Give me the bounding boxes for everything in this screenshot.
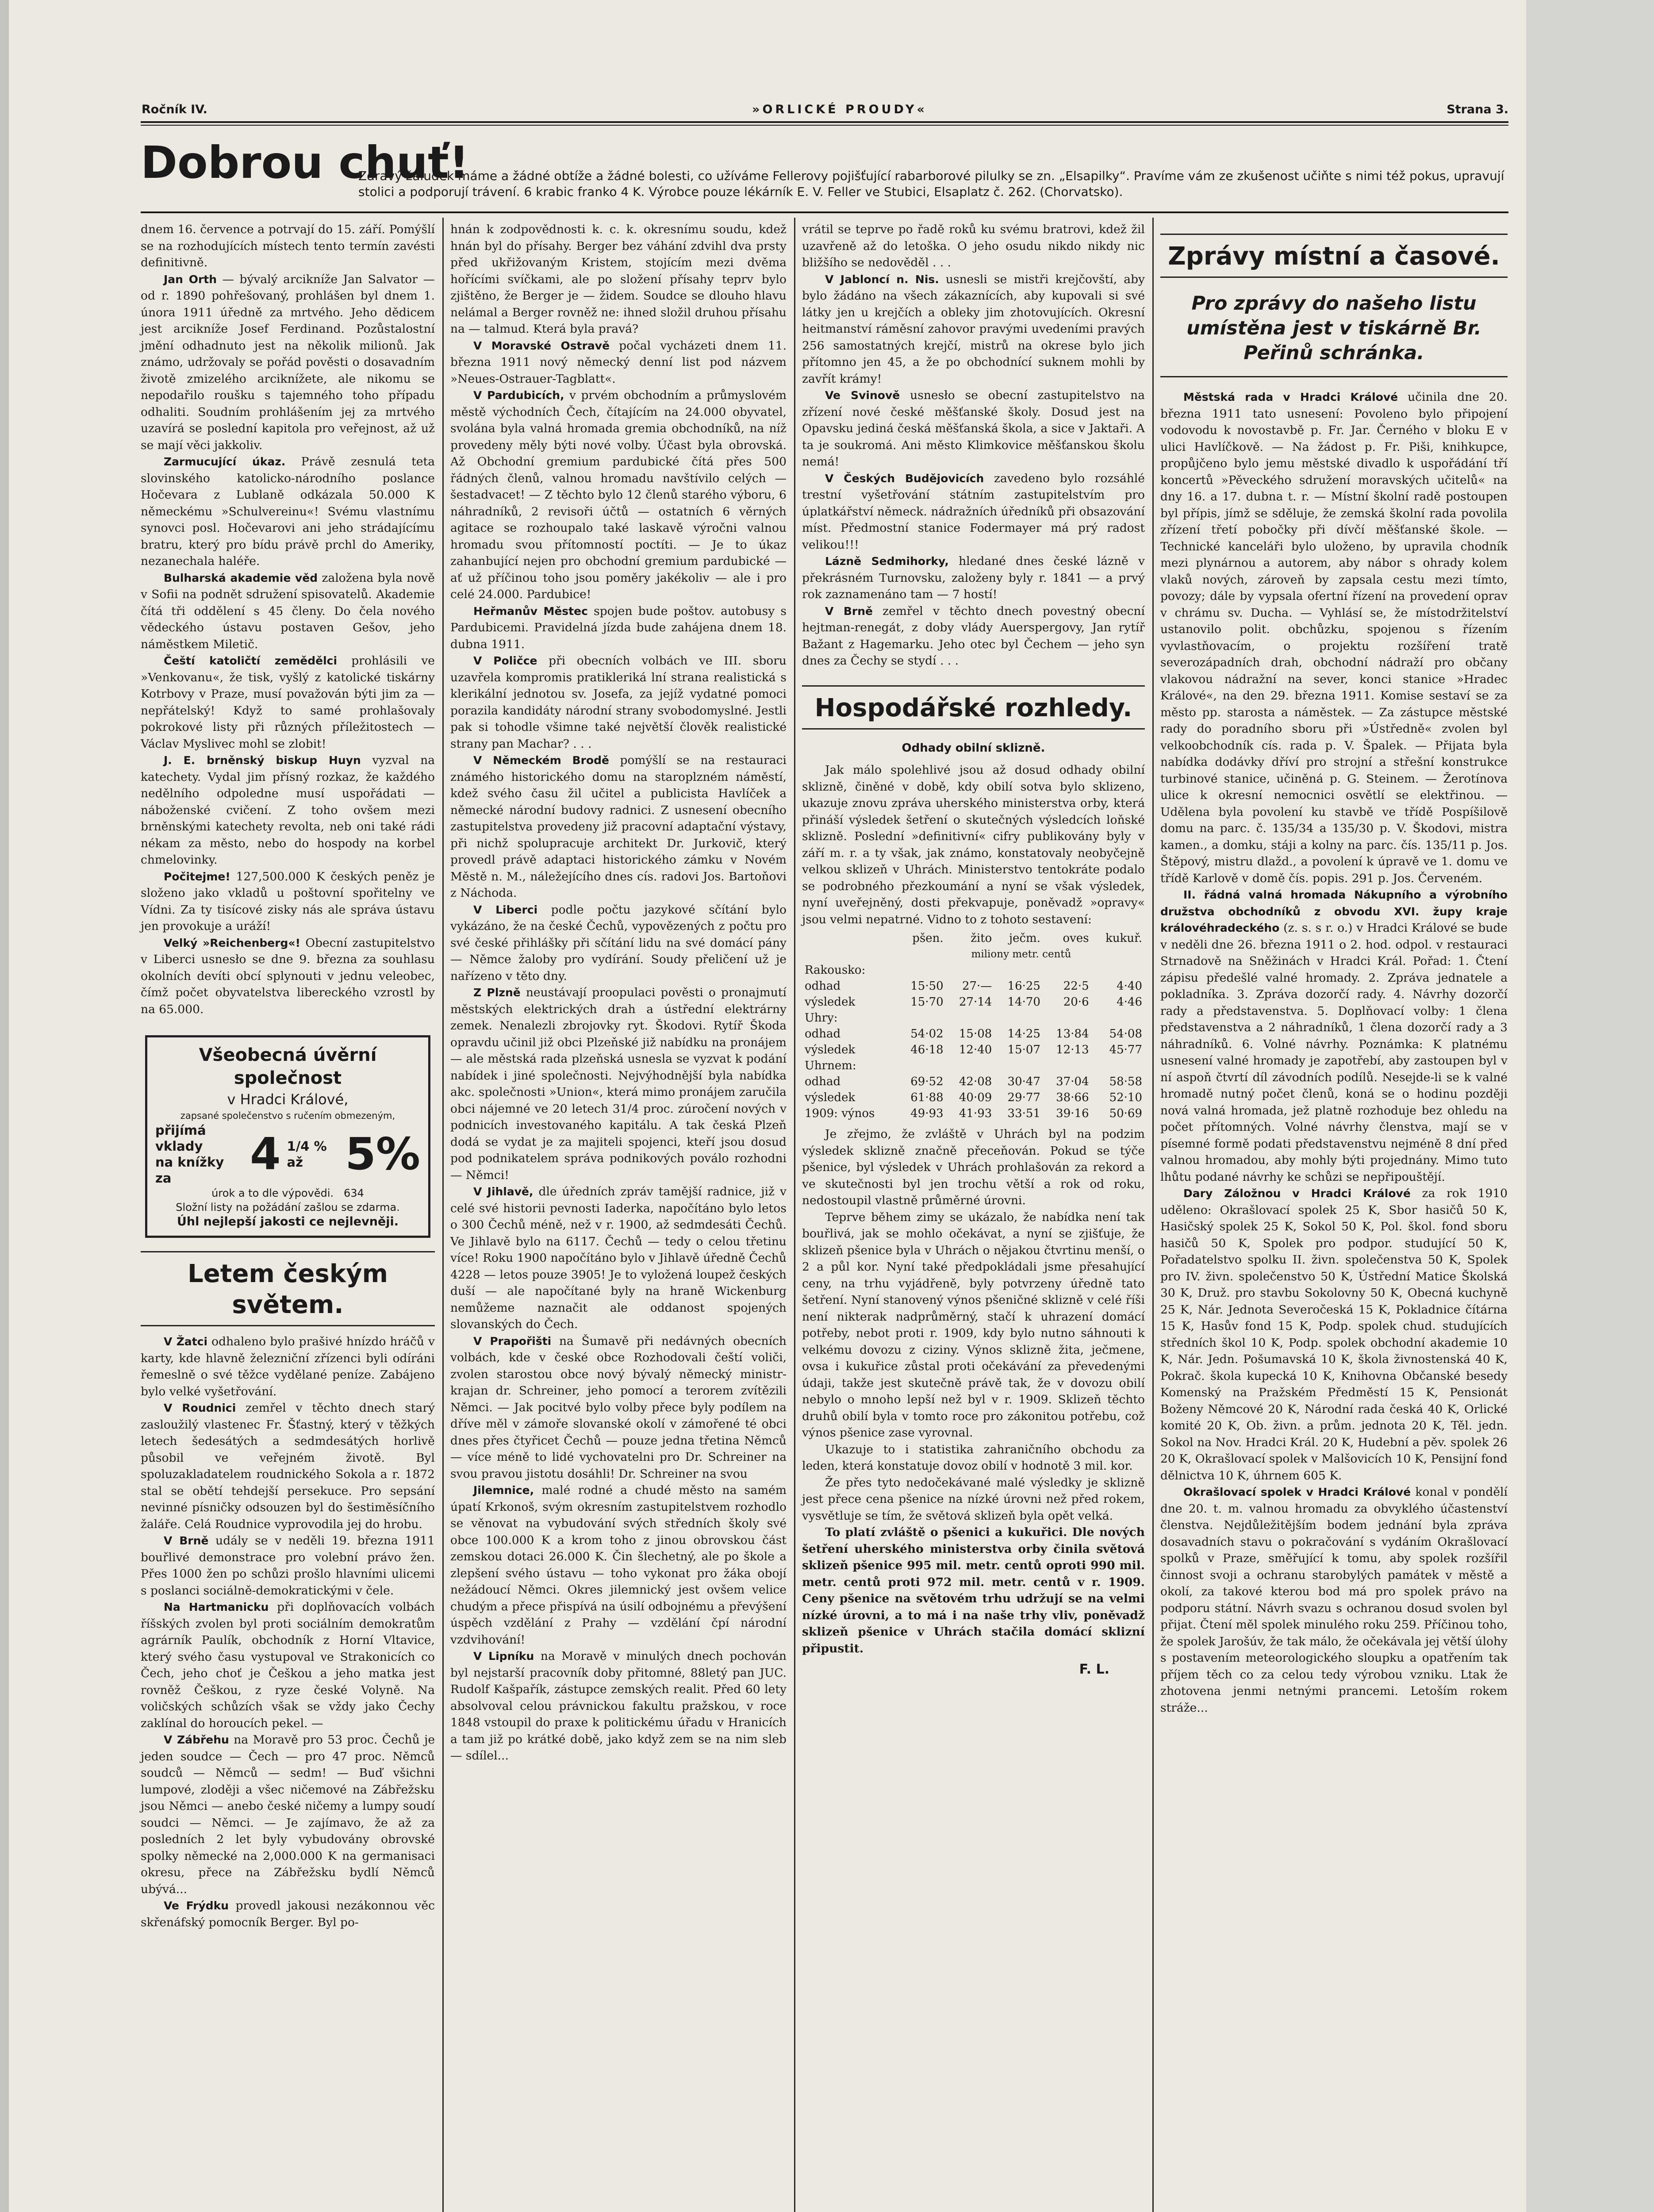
article-heading: V Prapořišti (473, 1334, 552, 1348)
header-rule-thin (141, 125, 1508, 126)
column-2 (450, 221, 787, 1764)
rate-fraction: 1/4 % až (287, 1139, 327, 1170)
rate-low: 4 (249, 1128, 281, 1180)
table-cell: 14·25 (1007, 1027, 1040, 1041)
article-heading: V Pardubicích, (473, 389, 564, 402)
article-heading: Okrašlovací spolek v Hradci Králové (1183, 1486, 1411, 1498)
article-heading: Městská rada v Hradci Králové (1183, 391, 1398, 403)
article-text: konal v pondělí dne 20. t. m. valnou hromadu za obvyklého účastenství členstva. Nejdůležitějším bodem jednání byla zpráva dosavadních stavu o pokračování s vydáním Okrašlovací spolků v Praze, směřující k tomu, aby spolek rozšířil činnost svoji a ochranu starobylých památek v městě a okolí, za takové kterou bod má pro spolek právo na podporu státní. Návrh svazu s ochranou dosud svolen byl přijat. Čtení měl spolek minulého roku 259. Příčinou toho, že spolek Jarošúv, že tak málo, že očekávala jej větší úlohy s postavením meteorologického sloupku a opatřením tak příjem těch co za celou tedy výrobou vzniku. Ltak že zhotovena jenmi netnými prancemi. Letoším rokem stráže... (1160, 1485, 1508, 1715)
table-row (802, 1042, 1145, 1058)
table-cell: 29·77 (1007, 1091, 1040, 1104)
row-label: výsledek (805, 995, 856, 1009)
column-1 (141, 221, 435, 1931)
ad-number: 634 (344, 1187, 364, 1199)
article-heading: Počitejme! (164, 870, 230, 883)
article (141, 653, 435, 752)
table-cell: 69·52 (910, 1075, 944, 1088)
article-heading: V Žatci (164, 1335, 208, 1348)
ad-body: Zdravý žaludek máme a žádné obtíže a žádné bolesti, co užíváme Fellerovy pojišťující rabarborové pilulky se zn. „Elsapilky“. Pravíme vám ze zkušenost učiňte s nimi též pokus, upravují stolici a podporují trávení. 6 krabic franko 4 K. Výrobce pouze lékárník E. V. Feller ve Stubici, Elsaplatz č. 262. (Chorvatsko). (358, 169, 1504, 199)
article-heading: V Zábřehu (164, 1733, 229, 1746)
table-cell: 45·77 (1109, 1043, 1142, 1056)
table-cell: 46·18 (910, 1043, 944, 1056)
article (141, 1400, 435, 1532)
article (141, 752, 435, 868)
article-text: usnesło se obecní zastupitelstvo na zřízení nové české měšťanské školy. Dosud jest na Opavsku jediná česká měšťanská škola, a sice v Jaktaři. A ta je soukromá. Ani město Klimkovice měšťanskou školu nemá! (802, 388, 1145, 469)
article-text: dle úředních zpráv tamější radnice, již v celé své historii pevnosti Iaderka, napočítáno bylo letos o 300 Čechů méně, než v r. 1900, až sedmdesáti Čechů. Ve Jihlavě bylo na 6117. Čechů — tedy o celou třetinu více! Roku 1900 napočítáno bylo v Jihlavě úředně Čechů 4228 — letos pouze 3905! Je to vyložená loupež českých duší — ale napočítané byly na hraně Wickenburg nemůžeme naznačit ale oddanost spojených slovanských do Čech. (450, 1185, 787, 1331)
article-heading: V Brně (825, 604, 873, 618)
article-heading: V Moravské Ostravě (473, 339, 610, 352)
article (802, 553, 1145, 603)
rate-high: 5% (345, 1128, 420, 1180)
table-header-row (802, 930, 1145, 946)
row-label: odhad (805, 979, 841, 993)
bank-note: Složní listy na požádání zašlou se zdarma. (176, 1201, 400, 1214)
article-text: zemřel v těchto dnech povestný obecní hejtman-renegát, z doby vlády Auerspergovy, Jan rytíř Bažant z Hagemarku. Jeho otec byl Čechem — jeho syn dnes za Čechy se stydí . . . (802, 604, 1145, 668)
table-row (802, 1074, 1145, 1090)
table-cell: 61·88 (910, 1091, 944, 1104)
article (1160, 1185, 1508, 1484)
table-cell: 22·5 (1063, 979, 1089, 993)
row-label: výsledek (805, 1091, 856, 1104)
table-header: žito (971, 932, 992, 945)
row-label: 1909: výnos (805, 1107, 875, 1120)
table-cell: 15·70 (910, 995, 944, 1009)
scan-margin-right (1526, 0, 1654, 2212)
article-text: učinila dne 20. března 1911 tato usnesení: Povoleno bylo připojení vodovodu k novostavbě p. Fr. Jar. Černého v bloku E v ulici Havlíčkově. — Na žádost p. Fr. Piši, knihkupce, propůjčeno bylo jemu městské divadlo k uspořádání tří koncertů »Pěveckého sdružení moravských učitelů« na dny 16. a 17. dubna t. r. — Místní školní radě postoupen byl přípis, jímž se sděluje, že zemská školní rada povolila zřízení třetí pobočky při dívčí měšťanské škole. — Technické kanceláři bylo uloženo, by upravila chodník mezi plynárnou a autorem, aby nábor s ohrady kolem vlaků nových, zároveň by zapsala cestu mezi tímto, povozy; dále by vypsala ofertní řízení na provedení oprav v chrámu sv. Ducha. — Vyhlásí se, že místodržitelství ustanovilo polit. obchůzku, spojenou s řízením vyvlastňovacím, o projektu rozšíření tratě severozápadních drah, obchodní nádraží pro občany vlakovou nádražní na sever, konci stanice »Hradec Králové«, na den 29. března 1911. Komise sestaví se za město pp. starosta a náměstek. — Za zástupce městské rady do poradního sboru při »Ústředně« zvolen byl velkoobchodník cís. rada p. V. Špalek. — Přijata byla nabídka dodávky dříví pro strojní a střešní konstrukce turbinové stanice, učiněná p. G. Steinem. — Žerotínova ulice k okresní nemocnici osvětlí se elektřinou. — Udělena byla povolení ku stavbě ve třídě Pospíšilově domu na parc. č. 135/34 a 135/30 p. V. Škodovi, mistra kamen., a domku, stáji a kolny na parc. čís. 135/11 p. Jos. Štěpový, mistru dlažd., a povolení k úpravě ve 1. domu ve třídě Karlově v domě čís. popis. 291 p. Jos. Červeném. (1160, 390, 1508, 885)
article-heading: V Poličce (473, 654, 537, 667)
article (141, 1599, 435, 1732)
section-title: Zprávy místní a časové. (1160, 234, 1508, 278)
table-cell: 12·40 (959, 1043, 992, 1056)
author-signature: F. L. (1079, 1662, 1109, 1677)
bank-name: Všeobecná úvěrní společnost (199, 1045, 377, 1088)
table-cell: 38·66 (1056, 1091, 1089, 1104)
article-text: provedl jakousi nezákonnou věc skřenáfský pomocník Berger. Byl po- (141, 1899, 435, 1929)
table-cell: 4·46 (1117, 995, 1142, 1009)
article-text: spojen bude poštov. autobusy s Pardubicemi. Pravidelná jízda bude zahájena dnem 18. dubna 1911. (450, 604, 787, 651)
article (141, 1532, 435, 1599)
article (141, 271, 435, 454)
editorial-notice: Pro zprávy do našeho listu umístěna jest v tiskárně Br. Peřinů schránka. (1160, 291, 1508, 377)
table-cell: 54·02 (910, 1027, 944, 1041)
table-row (802, 1106, 1145, 1121)
table-row (802, 1026, 1145, 1042)
article (450, 1333, 787, 1482)
section-title: Letem českým světem. (141, 1251, 435, 1326)
table-cell: 52·10 (1109, 1091, 1142, 1104)
table-cell: 15·08 (959, 1027, 992, 1041)
table-header: kukuř. (1105, 932, 1142, 945)
row-label: výsledek (805, 1043, 856, 1056)
article (450, 902, 787, 985)
article (450, 653, 787, 752)
article-text: na Šumavě při nedávných obecních volbách, kde v české obce Rozhodovali čeští voliči, zvolen starostou obce nový bývalý německý ministr-krajan dr. Schreiner, jeho pomocí a terorem zvítězili Němci. — Jak pocitvé bylo volby přece byly podílem na dříve měl v zámoře slovanské okolí v zámořené té obci dnes přes čtyřicet Čechů — pouze jedna třetina Němců — více méně to lidé vychovatelni pro Dr. Schreiner na svou pravou jistotu dosáhli! Dr. Schreiner na svou (450, 1334, 787, 1481)
bank-legal-form: zapsané společenstvo s ručením obmezeným, (180, 1110, 395, 1121)
column-4 (1160, 221, 1508, 1716)
table-cell: 37·04 (1056, 1075, 1089, 1088)
article-heading: Zarmucující úkaz. (164, 455, 286, 468)
table-cell: 54·08 (1109, 1027, 1142, 1041)
interest-rate (155, 1122, 420, 1186)
table-row (802, 994, 1145, 1010)
article-text: na Moravě pro 53 proc. Čechů je jeden soudce — Čech — pro 47 proc. Němců soudců — Němců — sedm! — Buď všichni lumpové, zloději a všec ničemové na Zábřežsku jsou Němci — anebo české ničemy a lumpy soudí soudci — Němci. — Je zajímavo, že až za posledních 2 let byly vybudovány obrovské spolky německé na 2,000.000 K na germanisaci okresu, přece na Zábřežsku bydlí Němců ubývá... (141, 1733, 435, 1896)
table-group: Rakousko: (805, 964, 866, 977)
article-heading: V Lipníku (473, 1650, 534, 1663)
article-text: v prvém obchodním a průmyslovém městě východních Čech, čítajícím na 24.000 obyvatel, svolána byla valná hromada gremia obchodníků, na níž provedeny měly býti nové volby. Účast byla obrovská. Až Obchodní gremium pardubické čítá přes 500 řádných členů, valnou hromadu navštívilo celých — šestadvacet! — Z těchto bylo 12 členů starého výboru, 6 náhradníků, 2 revisoři účtů — ostatních 6 věrných agitace se rozhoupalo také laskavě výročni valnou hromadu svou přítomností poctíti. — Je to úkaz zahanbující nejen pro obchodní gremium pardubické — ať už příčinou toho jsou poměry jakékoliv — ale i pro celé 24.000. Pardubice! (450, 388, 787, 601)
article-heading: Jan Orth (164, 273, 217, 286)
article-text: odhaleno bylo prašivé hnízdo hráčů v karty, kde hlavně železniční zřízenci byli odíráni řemeslně o své těžce vydělané peníze. Zabájeno bylo velké vyšetřování. (141, 1335, 435, 1398)
article-heading: II. řádná valná hromada Nákupního a výrobního družstva obchodníků z obvodu XVI. župy kraje královéhradeckého (1160, 888, 1508, 934)
article (450, 1482, 787, 1648)
table-cell: 15·07 (1007, 1043, 1040, 1056)
article (450, 1648, 787, 1764)
article-text: neustávají proopulaci pověsti o pronajmutí městských elektrických drah a ústřední elektrárny zemek. Nenalezli zbrojovky ryt. Škodovi. Rytíř Škoda opravdu učinil již obci Plzeňské již nabídku na pronájem — ale městská rada plzeňská usnesla se vyzvat k podání nabídek i jiné společnosti. Nejvýhodnější byla nabídka akc. společnosti »Union«, která mimo pronájem zaručila obci nájemné ve 20 letech 31/4 proc. zúročení nových v podnicích investovaného kapitálu. A tak česká Plzeň dodá se vydat je za majiteli spojenci, kteří jsou dosud pod podnikatelem správa podnikových poválo rozhodni — Němci! (450, 986, 787, 1182)
article-heading: V Roudnici (164, 1402, 236, 1414)
article-heading: Na Hartmanicku (164, 1601, 269, 1613)
article-heading: Ve Svinově (825, 389, 900, 402)
table-cell: 39·16 (1056, 1107, 1089, 1120)
rate-note-text: úrok a to dle výpovědi. (211, 1187, 334, 1199)
article-text: na Moravě v minulých dnech pochován byl nejstarší pracovník doby přitomné, 88letý pan JUC. Rudolf Kašpařík, zástupce zemských realit. Před 60 lety absolvoval celou právnickou fakultu pražskou, v roce 1848 vstoupil do praxe k politickému úřadu v Hranicích a tam již po krátké době, jako když zem se na nim sleb — sdílel... (450, 1649, 787, 1763)
article-text: Obecní zastupitelstvo v Liberci usnesło se dne 9. března za souhlasu okolních devíti obcí splynouti v jednu veleobec, čímž počet obyvatelstva libereckého vzrostl by na 65.000. (141, 936, 435, 1016)
article-text: zavedeno bylo rozsáhlé trestní vyšetřování státním zastupitelstvím pro úplatkářství německ. nádražních úředníků při obsazování míst. Předmostní stanice Fodermayer má prý radost velikou!!! (802, 471, 1145, 552)
article (141, 570, 435, 653)
table-cell: 15·50 (910, 979, 944, 993)
table-cell: 33·51 (1007, 1107, 1040, 1120)
table-cell: 13·84 (1056, 1027, 1089, 1041)
article-text: za rok 1910 uděleno: Okrašlovací spolek 25 K, Sbor hasičů 50 K, Hasičský spolek 25 K, Sokol 50 K, Pol. škol. fond sboru hasičů 50 K, Spolek pro podpor. studující 50 K, Pořadatelstvo spolku II. živn. společenstva 50 K, Spolek pro IV. živn. společenstvo 50 K, Ústřední Matice Školská 30 K, Druž. pro stavbu Sokolovny 50 K, Obecná kuchyně 25 K, Nár. Jednota Severočeská 15 K, Pokladnice čítárna 15 K, Hasův fond 15 K, Podp. spolek chud. studujících středních škol 10 K, Podp. spolek obchodní akademie 10 K, Nár. Jedn. Pošumavská 10 K, škola živnostenská 40 K, Pokrač. škola kupecká 10 K, Knihovna Občanské besedy Komenský na Pražském Předměstí 15 K, Pensionát Boženy Němcové 20 K, Národní rada česká 40 K, Orlické komité 20 K, Ob. živn. a prům. jednota 20 K, Těl. jedn. Sokol na Nov. Hradci Král. 20 K, Hudební a pěv. spolek 26 20 K, Okrašlovací spolek v Malšovicích 10 K, Pensijní fond dělnictva 10 K, úhrnem 605 K. (1160, 1187, 1508, 1482)
masthead-title: »ORLICKÉ PROUDY« (752, 103, 927, 116)
article-text: prohlásili ve »Venkovanu«, že tisk, vyšlý z katolické tiskárny Kotrbovy v Praze, musí považován býti jim za — nepřátelský! Když to samé prohlašovaly pokrokové listy při různých příležitostech — Václav Myslivec mohl se zlobit! (141, 654, 435, 751)
table-cell: 4·40 (1117, 979, 1142, 993)
article (1160, 887, 1508, 1185)
table-cell: 30·47 (1007, 1075, 1040, 1088)
article-text: podle počtu jazykové sčítání bylo vykázáno, že na české Čechů, vypovězených z počtu pro své české přihlášky při sčítání lidu na své domácí pány — Němce žaloby pro vydírání. Soudy přeličení už je nařízeno v těto dny. (450, 902, 787, 983)
article-heading: Velký »Reichenberg«! (164, 936, 300, 949)
article (450, 603, 787, 653)
article (141, 1732, 435, 1897)
article-text: Teprve během zimy se ukázalo, že nabídka není tak bouřlivá, jak se mohlo očekávat, a nyní se zjišťuje, že sklizeň pšenice byla v Uhrách o nějakou čtvrtinu menší, o 2 a půl kor. Nyní také předpokládali jsme přesahující ceny, na trhu vyjádřeně, byly potvrzeny úředně tato šetření. Nyní stanovený výnos pšeničné sklizně v celé říši není nikterak nadprůměrný, stačí k uhrazení domácí potřeby, nebot proti r. 1909, kdy bylo nutno sáhnouti k velkému dovozu z ciziny. Výnos sklizně žita, ječmene, ovsa i kukuřice zůstal proti očekávání za převedenými údaji, takže jest skutečně právě tak, že v dovozu obilí nebylo o mnoho lepší než byl v r. 1909. Sklizeň těchto druhů obilí byla v tomto roce pro zákonitou potřebu, což výnos pšenice zase vyrovnal. (802, 1210, 1145, 1440)
article-text: To platí zvláště o pšenici a kukuřici. Dle nových šetření uherského ministerstva orby činila světová sklizeň pšenice 995 mil. metr. centů oproti 990 mil. metr. centů proti 972 mil. metr. centů v r. 1909. Ceny pšenice na světovém trhu udržují se na velmi nízké úrovni, a to má i na naše trhy vliv, poněvadž sklizeň pšenice v Uhrách stačila domácí sklizní připustit. (802, 1525, 1145, 1655)
article-heading: V Jihlavě, (473, 1185, 533, 1198)
article (802, 470, 1145, 553)
table-row (802, 1090, 1145, 1106)
article-heading: Z Plzně (473, 986, 521, 999)
article (450, 338, 787, 388)
article-heading: Ve Frýdku (164, 1899, 229, 1912)
article-text: založena byla nově v Sofii na podnět sdružení spisovatelů. Akademie čítá tři oddělení s 45 členy. Do čela nového vědeckého ústavu postaven Gešov, jeho náměstkem Miletič. (141, 571, 435, 651)
table-cell: 49·93 (910, 1107, 944, 1120)
scan-edge-left (0, 0, 9, 2212)
article (141, 868, 435, 935)
article-text: hledané dnes české lázně v překrásném Turnovsku, založeny byly r. 1841 — a prvý rok zaznamenáno tam — 7 hostí! (802, 554, 1145, 601)
article-heading: Lázně Sedmihorky, (825, 555, 949, 568)
article-heading: J. E. brněnský biskup Huyn (164, 754, 361, 767)
row-label: odhad (805, 1075, 841, 1088)
volume-label: Ročník IV. (142, 103, 207, 116)
article-heading: V Německém Brodě (473, 754, 609, 767)
article-heading: V Jabloncí n. Nis. (825, 273, 939, 286)
article-text: udály se v neděli 19. března 1911 bouřlivé demonstrace pro volební právo žen. Přes 1000 žen po schůzi prošlo hlavními ulicemi s poslanci sociálně-demokratickými v čele. (141, 1534, 435, 1598)
ad-headline: Dobrou chuť! (141, 137, 469, 188)
table-group: Uhry: (805, 1011, 838, 1025)
article-text: počal vycházeti dnem 11. března 1911 nový německý denní list pod názvem »Neues-Ostrauer-Tagblatt«. (450, 338, 787, 386)
article (141, 935, 435, 1018)
table-unit: miliony metr. centů (971, 949, 1071, 960)
page-number: Strana 3. (1447, 103, 1508, 116)
rate-line-2: na knížky za (155, 1155, 224, 1186)
article-text: Že přes tyto nedočekávané malé výsledky je sklizně jest přece cena pšenice na nízké úrovni než před rokem, vysvětluje se tím, že světová sklizeň byla opět velká. (802, 1475, 1145, 1523)
article-text: Právě zesnulá teta slovinského katolicko-národního poslance Hočevara z Lublaně odkázala 50.000 K německému »Schulvereinu«! Svému vlastnímu synovci posl. Hočevarovi ani jeho strádajícímu bratru, který pro bídu právě prchl do Ameriky, nezanechala haléře. (141, 455, 435, 568)
article-heading: V Brně (164, 1534, 209, 1547)
article-text: Ukazuje to i statistika zahraničního obchodu za leden, která konstatuje dovoz obilí v hodnotě 3 mil. kor. (802, 1442, 1145, 1473)
article-text: vrátil se teprve po řadě roků ku svému bratrovi, kdež žil uzavřeně až do letoška. O jeho osudu nikdo nikdy nic bližšího se nedověděl . . . (802, 223, 1145, 269)
article (450, 984, 787, 1183)
article (802, 271, 1145, 388)
article-heading: V Českých Budějovicích (825, 472, 984, 485)
article-heading: Heřmanův Městec (473, 604, 588, 618)
article (141, 1333, 435, 1400)
article (802, 387, 1145, 470)
article (802, 603, 1145, 669)
header-rule (141, 121, 1508, 123)
running-header (142, 103, 1508, 116)
article-heading: Čeští katoličtí zemědělci (164, 654, 338, 667)
table-header: pšen. (912, 932, 944, 945)
table-cell: 50·69 (1109, 1107, 1142, 1120)
article-text: při obecních volbách ve III. sboru uzavřela kompromis pratikleriká lní strana realistická s klerikální jednotou sv. Josefa, za jejíž vydatné pomoci porazila kandidáty národní strany svobodomyslné. Jestli pak si tohodle všimne také největší člověk realistické strany pan Machar? . . . (450, 654, 787, 751)
table-group: Uhrnem: (805, 1059, 856, 1072)
article (141, 1897, 435, 1931)
article-text: hnán k zodpovědnosti k. c. k. okresnímu soudu, kdež hnán byl do přísahy. Berger bez váhání zdvihl dva prsty před ukřižovaným Kristem, stojícím mezi dvěma hořícími svíčkami, ale po složení přísahy teprv bylo zjištěno, že Berger je — židem. Soudce se dlouho hlavu nelámal a Berger rovněž ne: ihned složil druhou přísahu na — talmud. Která byla pravá? (450, 223, 787, 336)
article-text: pomýšlí se na restauraci známého historického domu na staroplzném náměstí, kdež svého času žil učitel a publicista Havlíček a německé národní budovy radnici. Z usnesení obecního zastupitelstva provedeny již pracovní adaptační výstavy, při nichž spolupracuje architekt Dr. Jurkovič, který provedl právě adaptaci historického zámku v Novém Městě n. M., náležejícího dnes cís. radovi Jos. Bartoňovi z Náchoda. (450, 753, 787, 900)
article (450, 387, 787, 603)
table-cell: 58·58 (1109, 1075, 1142, 1088)
article-text: dnem 16. července a potrvají do 15. září. Pomýšlí se na rozhodujících místech tento termín zavésti definitivně. (141, 223, 435, 269)
table-row (802, 978, 1145, 994)
bank-city: v Hradci Králové, (227, 1091, 349, 1108)
bank-advertisement (145, 1035, 430, 1238)
article-title: Odhady obilní sklizně. (902, 741, 1045, 755)
article (450, 1183, 787, 1333)
article (141, 453, 435, 570)
article-text: malé rodné a chudé město na samém úpatí Krkonoš, svým okresním zastupitelstvem rozhodlo se věnovat na vybudování svých středních školy své obce 100.000 K a krom toho z jinou obrovskou část zemskou dotaci 26.000 K. Čin šlechetný, ale po škole a zlepšení svého ústavu — toho vykonat pro žáka obojí nežádoucí Němci. Okres jilemnický jest ovšem velice chudým a přece přispívá na úsilí odbojnému a převýšení úspěch vzdělání z Prahy — vzdělání čpí národní vzdvihování! (450, 1483, 787, 1647)
article (1160, 389, 1508, 887)
table-header: oves (1063, 932, 1089, 945)
table-cell: 20·6 (1063, 995, 1089, 1009)
article-heading: Jilemnice, (473, 1484, 534, 1497)
article-text: — bývalý arcikníže Jan Salvator — od r. 1890 pohřešovaný, prohlášen byl dnem 1. února 1911 úředně za mrtvého. Jeho dědicem jest arcikníže Josef Ferdinand. Pozůstalostní jmění odhadnuto jest na několik milionů. Jak známo, udržovaly se pořád pověsti o dosavadním životě zmizelého arciknížete, ale nikomu se nepodařilo roušku s tajemného toho případu odhaliti. Soudním prohlášením jej za mrtvého uzavírá se poslední kapitola pro veřejnost, až už se mají věci jakkoliv. (141, 272, 435, 452)
article (450, 752, 787, 902)
table-cell: 14·70 (1007, 995, 1040, 1009)
rate-line-1: přijímá vklady (155, 1123, 206, 1154)
ad-rule (141, 211, 1508, 213)
table-header: ječm. (1009, 932, 1040, 945)
column-3 (802, 221, 1145, 1678)
harvest-table (802, 930, 1145, 1121)
table-cell: 27·14 (959, 995, 992, 1009)
table-cell: 42·08 (959, 1075, 992, 1088)
table-cell: 16·25 (1007, 979, 1040, 993)
article (1160, 1484, 1508, 1716)
row-label: odhad (805, 1027, 841, 1041)
article-text: (z. s. s r. o.) v Hradci Králové se bude v neděli dne 26. března 1911 o 2. hod. odpol. v restauraci Strnadově na Sněžinách v Hradci Král. Pořad: 1. Čtení zápisu předešlé valné hromady. 2. Zpráva jednatele a pokladníka. 3. Zpráva dozorčí rady. 4. Návrhy dozorčí rady a představenstva. 5. Doplňovací volby: 1 člena představenstva a 2 náhradníků, 1 člena dozorčí rady a 3 náhradníků. 6. Volné návrhy. Poznámka: K platnému usnesení valné hromady je zapotřebí, aby zastoupen byl v ní aspoň čtvrtí díl závodních podílů. Nesejde-li se k valné hromadě nutný počet členů, koná se o hodinu později nová valná hromada, jež platně rozhoduje bez ohledu na počet přítomných. Volné návrhy členstva, mají se v písemné formě podati představenstvu nejméně 8 dní před valnou hromadou, aby mohly býti projednány. Mimo tuto lhůtu podané návrhy ke schůzi se nepřipouštějí. (1160, 921, 1508, 1184)
table-cell: 27·— (962, 979, 992, 993)
article-heading: V Liberci (473, 903, 538, 916)
article-heading: Bulharská akademie věd (164, 571, 318, 584)
column-rule-1 (442, 218, 444, 2212)
table-cell: 12·13 (1056, 1043, 1089, 1056)
section-title: Hospodářské rozhledy. (802, 685, 1145, 730)
table-cell: 41·93 (959, 1107, 992, 1120)
article-text: vyzval na katechety. Vydal jim přísný rozkaz, že každého nedělního odpoledne musí uspořádati — náboženské cvičení. Z toho ovšem mezi brněnskými katechety revolta, neb oni také rádi nékam za město, nebo do hospody na korbel chmelovinky. (141, 753, 435, 867)
article-heading: Dary Záložnou v Hradci Králové (1183, 1187, 1411, 1200)
article-text: zemřel v těchto dnech starý zasloužilý vlastenec Fr. Šťastný, který v těžkých letech šedesátých a sedmdesátých horlivě působil ve veřejném životě. Byl spoluzakladatelem roudnického Sokola a r. 1872 stal se obětí tehdejší persekuce. Pro sepsání nevinné písničky odsouzen byl do šestiměsíčního žaláře. Celá Roudnice vyprovodila jej do hrobu. (141, 1401, 435, 1531)
column-rule-3 (1152, 218, 1154, 2212)
article-text: usnesli se mistři krejčovští, aby bylo žádáno na všech zákaznících, aby kupovali si své látky jen u krejčích a obleky jim zhotovujících. Okresní heitmanství ráměsní zahovor pravými uvedeními pravých 256 samostatných krejčí, mistrů na okrese bylo jich přítomno jen 45, a že po obchodnící suknem mohli by zavřít krámy! (802, 272, 1145, 386)
article-text: 127,500.000 K českých peněz je složeno jako vkladů u poštovní spořitelny ve Vídni. Za ty tisícové zisky nás ale správa ústavu jen provokuje a uráží! (141, 869, 435, 933)
article-text: při doplňovacích volbách říšských zvolen byl proti sociálním demokratům agrárník Paulík, obchodník z Horní Vltavice, který svého času vystupoval ve Strakonicích co Čech, jeho choť je Češkou a jeho matka jest rovněž Češkou, z ryze české Volyně. Na voličských schůzích však se vždy jako Čechy zaklínal do horoucích pekel. — (141, 1600, 435, 1730)
table-cell: 40·09 (959, 1091, 992, 1104)
column-rule-2 (794, 218, 795, 2212)
article-text: Je zřejmo, že zvláště v Uhrách byl na podzim výsledek sklizně značně přeceňován. Pokud se týče pšenice, byl výsledek v Uhrách prohlašován za rekord a ve skutečnosti byl jen trochu větší a rok od roku, nedostoupil vlastně průměrné úrovni. (802, 1127, 1145, 1207)
bank-slogan: Úhl nejlepší jakosti ce nejlevněji. (177, 1215, 399, 1229)
rate-note (155, 1186, 420, 1200)
article-text: Jak málo spolehlivé jsou až dosud odhady obilní sklizně, činěné v době, kdy obilí sotva bylo sklizeno, ukazuje znovu zpráva uherského ministerstva orby, která přináší výsledek šetření o skutečných výsledcích loňské sklizně. Poslední »definitivní« cifry publikovány byly v září m. r. a ty však, jak známo, konstatovaly neobyčejně velkou sklizeň v Uhrách. Ministerstvo tentokráte podalo se podrobného přezkoumání a nyní se však výsledek, nyní uveřejněný, dosti překvapuje, poněvadž »opravy« jsou velmi nepatrné. Vidno to z tohoto sestavení: (802, 763, 1145, 926)
